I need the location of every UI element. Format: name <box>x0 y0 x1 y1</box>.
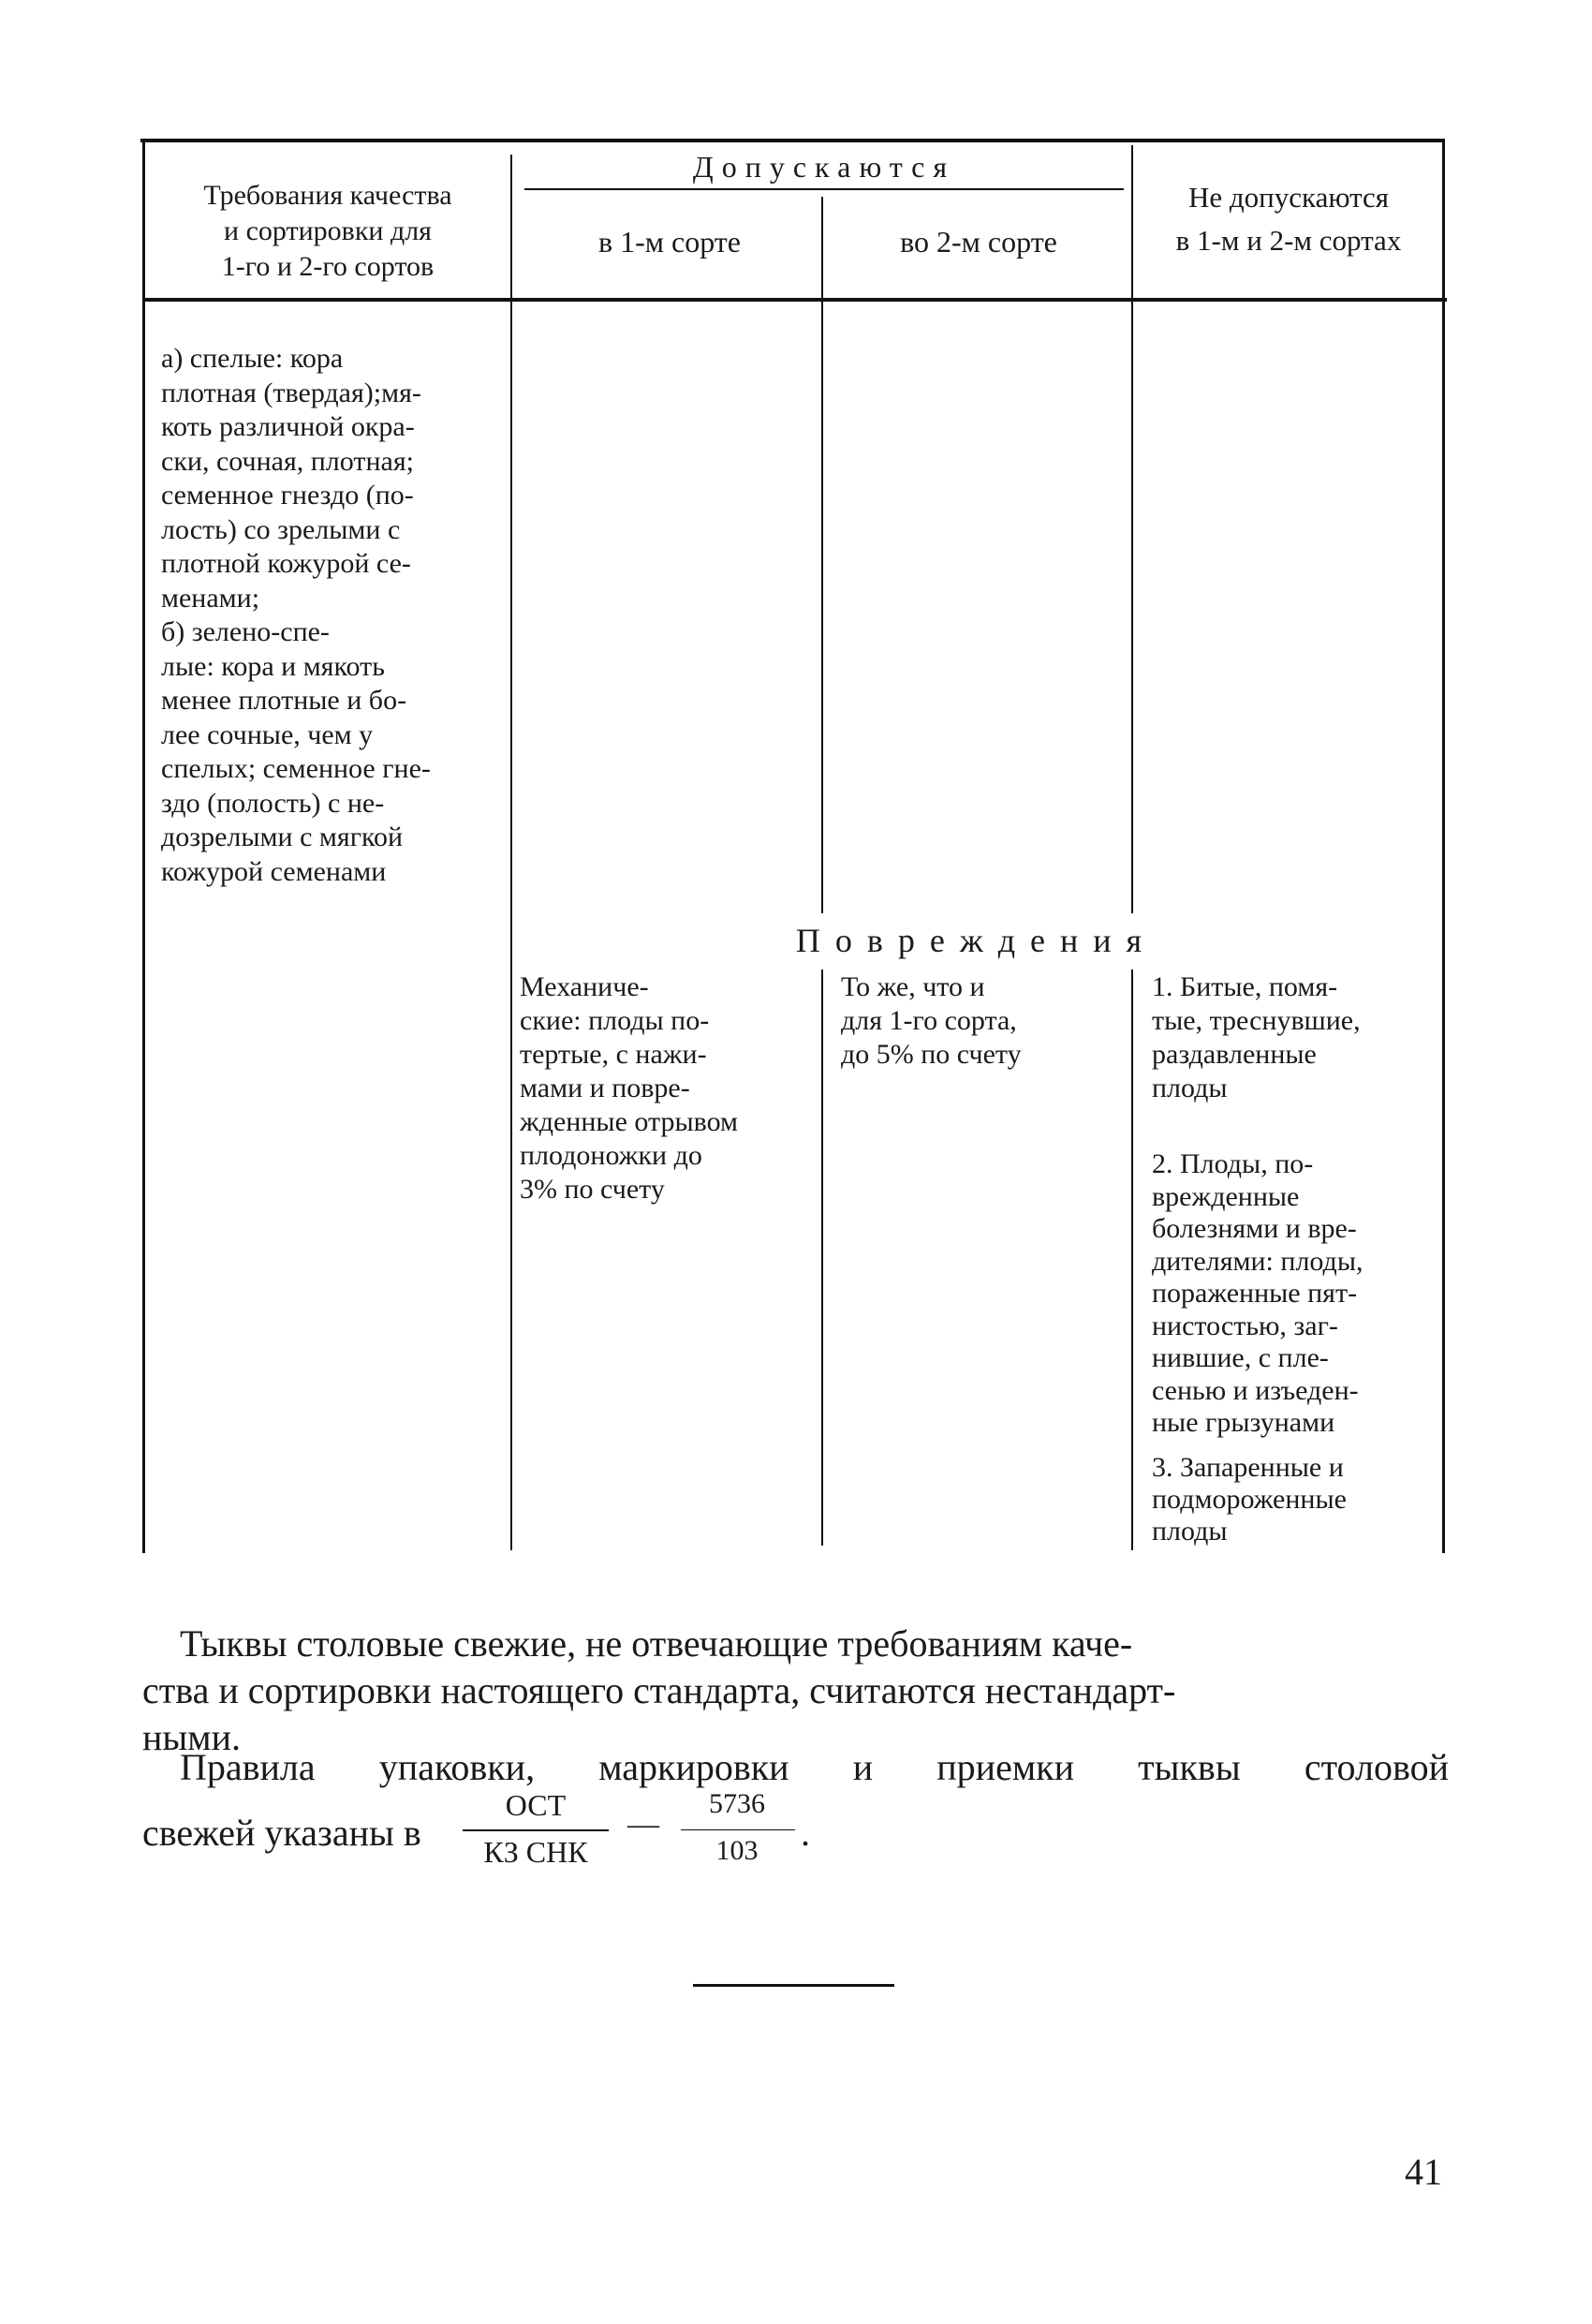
fraction-separator: — <box>627 1807 659 1842</box>
damage-section-title: Повреждения <box>795 922 1157 959</box>
nonstandard-paragraph: Тыквы столовые свежие, не отвечающие требованиям каче- ства и сортировки настоящего стандарта, считаются нестандарт- ными. <box>142 1622 1176 1758</box>
group-underline <box>524 188 1124 190</box>
header-quality-requirements: Требования качества и сортировки для 1-го и 2-го сортов <box>203 180 452 282</box>
standard-code-denominator: КЗ СНК <box>483 1835 588 1869</box>
table-right-border <box>1442 139 1445 1553</box>
column-divider-3b <box>1131 970 1133 1550</box>
not-allowed-item-1: 1. Битые, помя- тые, треснувшие, раздавленные плоды <box>1152 971 1361 1103</box>
mechanical-damage-grade-1: Механиче- ские: плоды по- тертые, с нажи- мами и повре- жденные отрывом плодоножки до 3% по счету <box>520 971 738 1205</box>
standard-code-numerator: ОСТ <box>505 1788 567 1822</box>
page-number: 41 <box>1405 2151 1442 2193</box>
standard-number-denominator: 103 <box>715 1835 759 1866</box>
table-top-rule <box>140 139 1444 142</box>
end-divider <box>693 1984 894 1987</box>
header-grade-2: во 2-м сорте <box>900 225 1057 259</box>
packaging-rules-line2 <box>142 1788 892 1897</box>
header-bottom-rule <box>145 298 1447 302</box>
column-divider-2 <box>821 197 823 913</box>
packaging-rules-prefix: свежей указаны в <box>142 1812 421 1854</box>
header-grade-1: в 1-м сорте <box>598 225 741 259</box>
ripeness-description: а) спелые: кора плотная (твердая);мя- коть различной окра- ски, сочная, плотная; семенное гнездо (по- лость) со зрелыми с плотной кожурой се- менами; б) зелено-спе- лые: кора и мякоть менее плотные и бо- лее сочные, чем у спелых; семенное гне- здо (полость) с не- дозрелыми с мягкой кожурой семенами <box>161 343 431 887</box>
header-not-allowed: Не допускаются в 1-м и 2-м сортах <box>1175 181 1402 257</box>
table-left-border <box>142 139 145 1553</box>
column-divider-1 <box>510 155 512 1550</box>
not-allowed-item-2: 2. Плоды, по- врежденные болезнями и вре- дителями: плоды, пораженные пят- нистостью, заг- нившие, с пле- сенью и изъеден- ные грызунами <box>1152 1148 1364 1438</box>
sentence-end: . <box>801 1812 810 1854</box>
column-divider-2b <box>821 970 823 1546</box>
packaging-rules-line1: Правила упаковки, маркировки и приемки тыквы столовой <box>180 1746 1449 1788</box>
standard-number-bar <box>681 1829 795 1830</box>
header-allowed-group: Допускаются <box>692 150 956 184</box>
standard-number-numerator: 5736 <box>709 1788 765 1819</box>
standard-code-bar <box>463 1829 609 1831</box>
column-divider-3 <box>1131 145 1133 913</box>
not-allowed-item-3: 3. Запаренные и подмороженные плоды <box>1152 1452 1347 1547</box>
mechanical-damage-grade-2: То же, что и для 1-го сорта, до 5% по счету <box>841 971 1022 1070</box>
